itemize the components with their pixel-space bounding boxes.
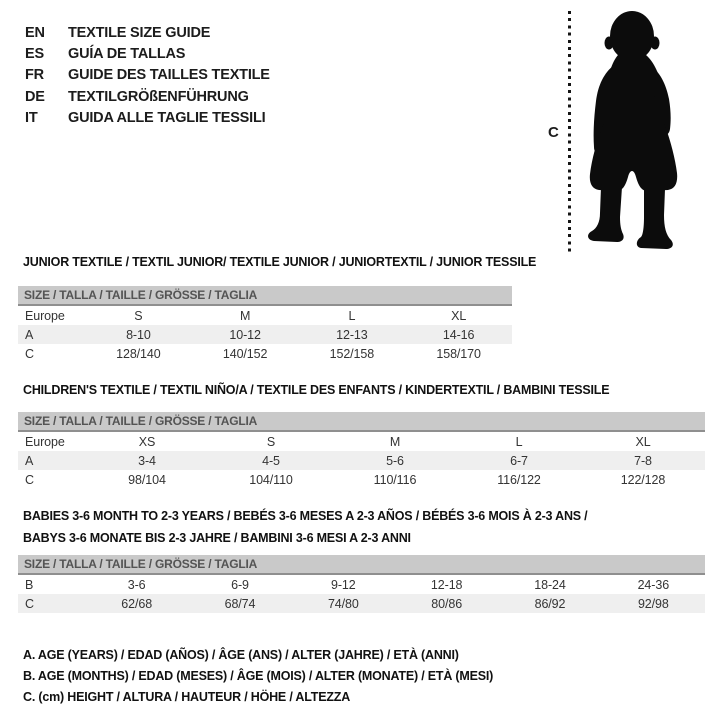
lang-row-en xyxy=(25,22,270,43)
cell: 92/98 xyxy=(637,596,669,611)
children-table-title: CHILDREN'S TEXTILE / TEXTIL NIÑO/A / TEXTILE DES ENFANTS / KINDERTEXTIL / BAMBINI TESSILE xyxy=(23,383,610,397)
cell: 122/128 xyxy=(620,472,666,487)
table-row-height xyxy=(18,594,705,613)
cell: 14-16 xyxy=(442,327,475,342)
lang-code: FR xyxy=(25,67,44,84)
cell: 6-7 xyxy=(510,453,528,468)
junior-table-title: JUNIOR TEXTILE / TEXTIL JUNIOR/ TEXTILE JUNIOR / JUNIORTEXTIL / JUNIOR TESSILE xyxy=(23,255,537,269)
note-height-cm: C. (cm) HEIGHT / ALTURA / HAUTEUR / HÖHE / ALTEZZA xyxy=(23,690,351,704)
cell: 116/122 xyxy=(497,472,541,487)
lang-row-de xyxy=(25,86,270,107)
cell: 10-12 xyxy=(229,327,261,342)
children-table-section xyxy=(18,383,705,489)
cell: L xyxy=(348,308,356,323)
table-row-months xyxy=(18,575,705,594)
lang-label: GUIDA ALLE TAGLIE TESSILI xyxy=(68,110,266,127)
lang-label: GUÍA DE TALLAS xyxy=(68,46,186,63)
babies-table-title-line1: BABIES 3-6 MONTH TO 2-3 YEARS / BEBÉS 3-6 MESES A 2-3 AÑOS / BÉBÉS 3-6 MOIS À 2-3 ANS / xyxy=(23,509,588,523)
table-row-age xyxy=(18,325,512,344)
cell: 18-24 xyxy=(534,577,566,592)
cell: 128/140 xyxy=(116,346,161,361)
row-label: Europe xyxy=(25,308,65,323)
cell: 98/104 xyxy=(128,472,166,487)
cell: 110/116 xyxy=(373,472,417,487)
note-age-years: A. AGE (YEARS) / EDAD (AÑOS) / ÂGE (ANS) / ALTER (JAHRE) / ETÀ (ANNI) xyxy=(23,648,459,662)
table-row-height xyxy=(18,344,512,363)
cell: 158/170 xyxy=(436,346,481,361)
babies-table-titles xyxy=(18,505,705,549)
size-header-label: SIZE / TALLA / TAILLE / GRÖSSE / TAGLIA xyxy=(24,288,258,302)
cell: 3-4 xyxy=(138,453,156,468)
cell: 104/110 xyxy=(249,472,293,487)
table-row-europe xyxy=(18,432,705,451)
cell: 62/68 xyxy=(121,596,153,611)
toddler-silhouette-image xyxy=(584,9,684,251)
cell: XS xyxy=(138,434,156,449)
cell: 9-12 xyxy=(331,577,356,592)
lang-row-it xyxy=(25,108,270,129)
row-label: C xyxy=(25,346,34,361)
cell: 140/152 xyxy=(222,346,268,361)
language-title-list xyxy=(25,22,270,129)
height-marker-label: C xyxy=(548,124,559,141)
table-row-age xyxy=(18,451,705,470)
cell: S xyxy=(134,308,143,323)
junior-table-section xyxy=(18,255,537,363)
row-label: C xyxy=(25,472,34,487)
table-row-europe xyxy=(18,306,512,325)
lang-label: TEXTILGRÖßENFÜHRUNG xyxy=(68,88,249,105)
lang-row-fr xyxy=(25,65,270,86)
cell: 68/74 xyxy=(224,596,256,611)
table-row-height xyxy=(18,470,705,489)
lang-code: EN xyxy=(25,24,45,41)
babies-table-section xyxy=(18,505,705,613)
size-header-bar xyxy=(18,286,512,306)
cell: 7-8 xyxy=(634,453,652,468)
note-age-months: B. AGE (MONTHS) / EDAD (MESES) / ÂGE (MOIS) / ALTER (MONATE) / ETÀ (MESI) xyxy=(23,669,494,683)
legend-notes xyxy=(23,645,493,708)
cell: S xyxy=(266,434,276,449)
cell: 5-6 xyxy=(386,453,404,468)
cell: XL xyxy=(451,308,467,323)
cell: 74/80 xyxy=(327,596,359,611)
cell: L xyxy=(515,434,523,449)
cell: 24-36 xyxy=(637,577,670,592)
size-header-label: SIZE / TALLA / TAILLE / GRÖSSE / TAGLIA xyxy=(24,557,258,571)
row-label: Europe xyxy=(25,434,65,449)
lang-row-es xyxy=(25,43,270,64)
row-label: C xyxy=(25,596,34,611)
cell: 8-10 xyxy=(126,327,151,342)
row-label: A xyxy=(25,327,34,342)
cell: M xyxy=(239,308,251,323)
cell: XL xyxy=(635,434,651,449)
cell: 6-9 xyxy=(231,577,249,592)
height-dotted-line xyxy=(568,11,571,252)
lang-label: TEXTILE SIZE GUIDE xyxy=(68,24,211,41)
lang-code: ES xyxy=(25,46,44,63)
size-header-bar xyxy=(18,555,705,575)
row-label: B xyxy=(25,577,34,592)
cell: 80/86 xyxy=(431,596,463,611)
cell: 4-5 xyxy=(262,453,280,468)
lang-code: DE xyxy=(25,88,45,105)
cell: 3-6 xyxy=(127,577,146,592)
cell: 12-18 xyxy=(430,577,463,592)
cell: 12-13 xyxy=(336,327,368,342)
cell: 152/158 xyxy=(329,346,375,361)
size-header-label: SIZE / TALLA / TAILLE / GRÖSSE / TAGLIA xyxy=(24,414,258,428)
size-header-bar xyxy=(18,412,705,432)
row-label: A xyxy=(25,453,34,468)
lang-label: GUIDE DES TAILLES TEXTILE xyxy=(68,67,270,84)
cell: M xyxy=(389,434,401,449)
lang-code: IT xyxy=(25,110,38,127)
babies-table-title-line2: BABYS 3-6 MONATE BIS 2-3 JAHRE / BAMBINI 3-6 MESI A 2-3 ANNI xyxy=(23,531,411,545)
cell: 86/92 xyxy=(534,596,566,611)
